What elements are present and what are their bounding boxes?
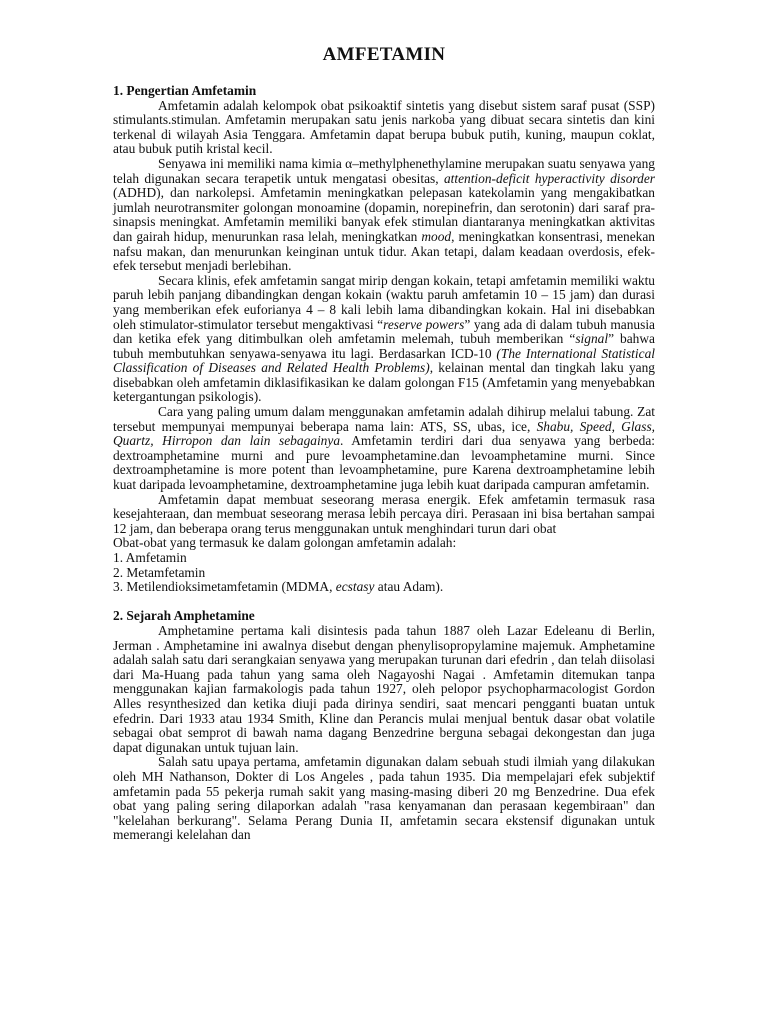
list-item: 1. Amfetamin <box>113 550 187 565</box>
text-run: , kelainan mental dan tingkah laku yang disebabkan oleh amfetamin diklasifikasikan ke dalam golongan F15 (Amfetamin yang menyebabkan ketergantungan psikologis). <box>113 360 655 405</box>
list-item: 2. Metamfetamin <box>113 564 206 580</box>
italic-term: mood <box>421 228 452 244</box>
list-intro: Obat-obat yang termasuk ke dalam golongan amfetamin adalah: <box>113 535 457 551</box>
text-run: Senyawa ini memiliki nama kimia α–methylphenethylamine merupakan suatu senyawa yang telah digunakan secara terapetik untuk mengatasi obesitas, <box>113 155 655 186</box>
text-run: Cara yang paling umum dalam menggunakan amfetamin adalah dihirup melalui tabung. Zat tersebut mempunyai mempunyai beberapa nama lain: ATS, SS, ubas, ice, <box>113 404 655 434</box>
document-body <box>113 84 655 843</box>
section-2-paragraph-2: Salah satu upaya pertama, amfetamin digunakan dalam sebuah studi ilmiah yang dilakukan oleh MH Nathanson, Dokter di Los Angeles , pada tahun 1935. Dia mempelajari efek subjektif amfetamin pada 55 pekerja rumah sakit yang masing-masing diberi 20 mg Benzedrine. Dua efek obat yang paling sering dilaporkan adalah "rasa kenyamanan dan perasaan kegembiraan" dan "kelelahan berkurang". Selama Perang Dunia II, amfetamin secara ekstensif digunakan untuk memerangi kelelahan dan <box>113 754 655 843</box>
section-spacer <box>113 595 655 610</box>
italic-term: ecstasy <box>335 579 375 595</box>
text-run: , meningkatkan konsentrasi, menekan nafsu makan, dan menurunkan keinginan untuk tidur. Akan tetapi, dalam keadaan overdosis, efek-efek tersebut menjadi berlebihan. <box>113 228 655 274</box>
section-1-heading: 1. Pengertian Amfetamin <box>113 83 257 98</box>
document-title: AMFETAMIN <box>322 44 446 65</box>
section-1-paragraph-4 <box>113 405 655 493</box>
italic-term: attention-deficit hyperactivity disorder <box>443 170 655 186</box>
section-2-paragraph-1: Amphetamine pertama kali disintesis pada tahun 1887 oleh Lazar Edeleanu di Berlin, Jerman . Amphetamine ini awalnya disebut dengan phenylisopropylamine majemuk. Amphetamine adalah salah satu dari serangkaian senyawa yang merupakan turunan dari efedrin , dan telah diisolasi dari Ma-Huang pada tahun yang sama oleh Nagayoshi Nagai . Amfetamin ditemukan tanpa menggunakan kajian farmakologis pada tahun 1927, oleh pelopor psychopharmacologist Gordon Alles resynthesized dan ketika diuji pada dirinya sendiri, saat mencari pengganti buatan untuk efedrin. Dari 1933 atau 1934 Smith, Kline dan Perancis mulai menjual bentuk dasar obat volatile sebagai obat semprot di bawah nama dagang Benzedrine berguna sebagai dekongestan dan juga dapat digunakan untuk tujuan lain. <box>113 622 655 755</box>
section-1-paragraph-2 <box>113 157 655 274</box>
italic-term: signal <box>575 331 609 347</box>
text-run: (ADHD), dan narkolepsi. Amfetamin meningkatkan pelepasan katekolamin yang mengakibatkan jumlah neurotransmiter golongan monoamine (dopamin, norepinefrin, dan serotonin) dari saraf pra-sinapsis meningkat. Amfetamin memiliki banyak efek stimulan diantaranya meningkatkan aktivitas dan gairah hidup, menurunkan rasa lelah, meningkatkan <box>113 185 655 244</box>
italic-term: Shabu, Speed, Glass, Quartz, Hirropon dan lain sebagainya <box>113 418 656 449</box>
text-run: Secara klinis, efek amfetamin sangat mirip dengan kokain, tetapi amfetamin memiliki waktu paruh lebih panjang dibandingkan dengan kokain (waktu paruh amfetamin 10 – 15 jam) dan durasi yang memberikan efek euforianya 4 – 8 kali lebih lama dibandingkan kokain. Hal ini disebabkan oleh stimulator-stimulator tersebut mengaktivasi “ <box>113 272 655 332</box>
section-1-paragraph-5: Amfetamin dapat membuat seseorang merasa energik. Efek amfetamin termasuk rasa kesejahteraan, dan membuat seseorang merasa lebih percaya diri. Perasaan ini bisa bertahan sampai 12 jam, dan beberapa orang terus menggunakan untuk menghindari turun dari obat <box>113 491 655 536</box>
text-run: ” yang ada di dalam tubuh manusia dan ketika efek yang ditimbulkan oleh amfetamin melemah, tubuh memberikan “ <box>113 316 655 347</box>
text-run: . Amfetamin terdiri dari dua senyawa yang berbeda: dextroamphetamine murni and pure levoamphetamine.dan levoamphetamine murni. Since dextroamphetamine is more potent than levoamphetamine, pure Karena dextroamphetamine lebih kuat daripada levoamphetamine, dextroamphetamine juga lebih kuat daripada campuran amfetamin. <box>113 433 655 493</box>
text-run: atau Adam). <box>374 579 444 595</box>
list-item <box>113 580 655 595</box>
text-run: ” bahwa tubuh membutuhkan senyawa-senyawa itu lagi. Berdasarkan ICD-10 <box>113 331 655 361</box>
italic-term: (The International Statistical Classification of Diseases and Related Health Problems) <box>113 345 655 376</box>
section-1-paragraph-3 <box>113 274 655 405</box>
text-run: 3. Metilendioksimetamfetamin (MDMA, <box>113 579 336 595</box>
italic-term: reserve powers <box>383 316 465 332</box>
section-2-heading: 2. Sejarah Amphetamine <box>113 608 255 624</box>
section-1-paragraph-1: Amfetamin adalah kelompok obat psikoaktif sintetis yang disebut sistem saraf pusat (SSP) stimulants.stimulan. Amfetamin merupakan satu jenis narkoba yang dibuat secara sintetis dan kini terkenal di wilayah Asia Tenggara. Amfetamin dapat berupa bubuk putih, kuning, maupun coklat, atau bubuk putih kristal kecil. <box>113 97 655 157</box>
